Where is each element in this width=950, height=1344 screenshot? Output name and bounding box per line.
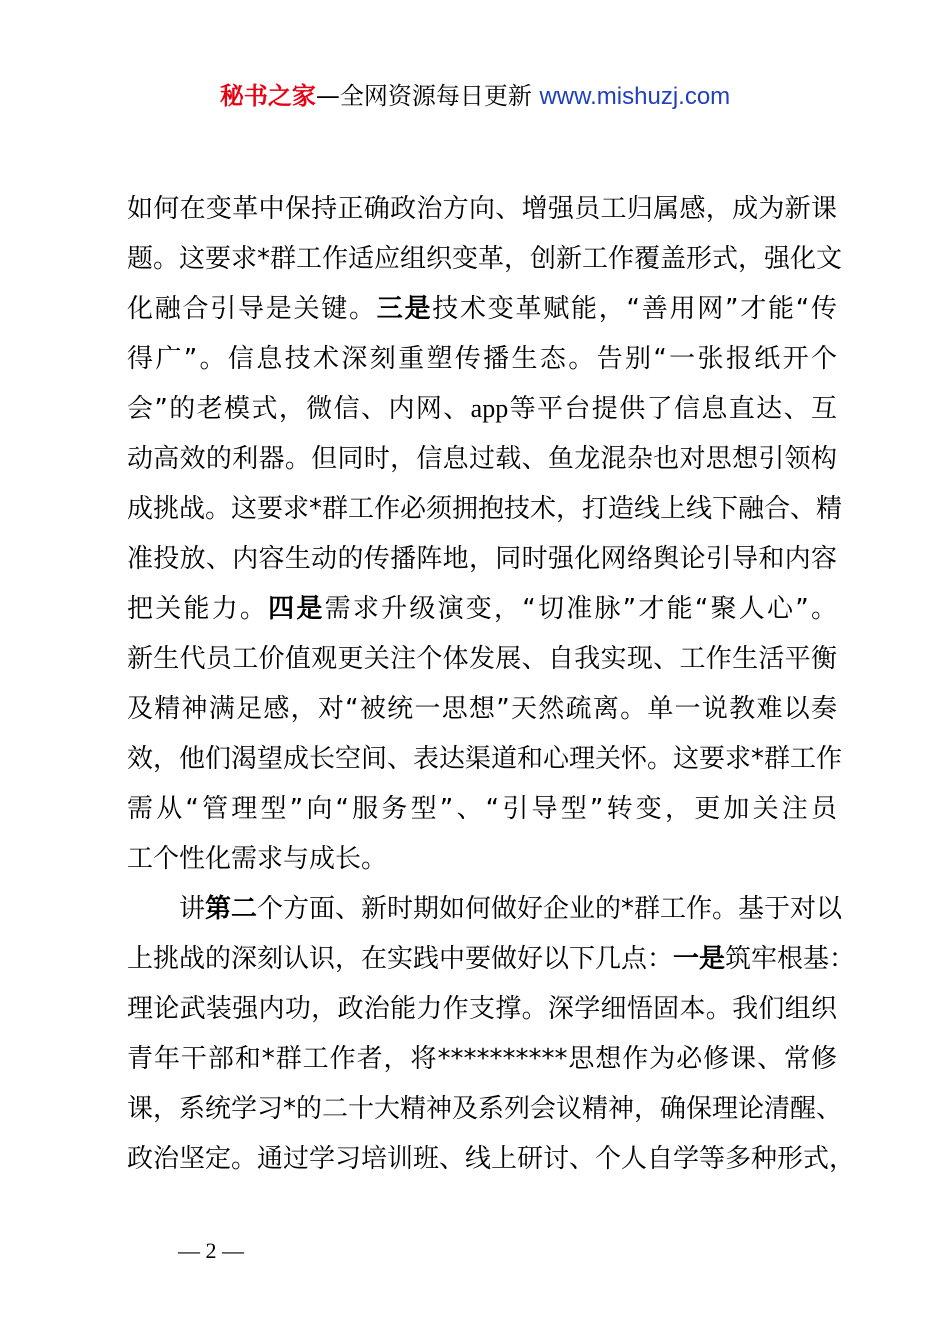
brand-name: 秘书之家 — [219, 82, 316, 110]
text-line: 政治坚定。通过学习培训班、线上研讨、个人自学等多种形式， — [127, 1144, 856, 1174]
site-url-link[interactable]: www.mishuzj.com — [539, 83, 731, 110]
text-line: 效，他们渴望成长空间、表达渠道和心理关怀。这要求*群工作 — [127, 744, 843, 774]
text-line: 新生代员工价值观更关注个体发展、自我实现、工作生活平衡 — [127, 644, 837, 674]
text-run: 把关能力。 — [127, 594, 269, 624]
paragraph-1 — [127, 184, 843, 884]
text-line: 如何在变革中保持正确政治方向、增强员工归属感，成为新课 — [127, 194, 837, 224]
text-run-latin: app — [470, 394, 509, 423]
text-line — [127, 384, 837, 434]
text-run: 技术变革赋能，“善用网”才能“传 — [432, 294, 837, 324]
bold-keyword: 四是 — [268, 594, 325, 624]
text-line: 课，系统学习*的二十大精神及系列会议精神，确保理论清醒、 — [127, 1094, 843, 1124]
bold-keyword: 第二 — [205, 894, 258, 924]
text-line — [127, 884, 843, 934]
text-line: 需从“管理型”向“服务型”、“引导型”转变，更加关注员 — [127, 794, 837, 824]
bold-keyword: 三是 — [376, 294, 433, 324]
page-number: — 2 — — [178, 1238, 244, 1263]
text-line — [127, 284, 837, 334]
text-line: 成挑战。这要求*群工作必须拥抱技术，打造线上线下融合、精 — [127, 494, 843, 524]
text-line: 及精神满足感，对“被统一思想”天然疏离。单一说教难以奏 — [127, 694, 837, 724]
text-run: 个方面、新时期如何做好企业的*群工作。基于对以 — [257, 894, 843, 924]
site-header — [0, 80, 950, 113]
text-line: 工个性化需求与成长。 — [127, 844, 388, 874]
text-line: 青年干部和*群工作者，将**********思想作为必修课、常修 — [127, 1044, 837, 1074]
text-line: 得广”。信息技术深刻重塑传播生态。告别“一张报纸开个 — [127, 344, 837, 374]
text-run: 化融合引导是关键。 — [127, 294, 377, 324]
text-run: 会”的老模式，微信、内网、 — [127, 394, 471, 424]
text-run: 筑牢根基： — [725, 944, 856, 974]
paragraph-2 — [127, 884, 856, 1184]
text-run: 上挑战的深刻认识，在实践中要做好以下几点： — [127, 944, 674, 974]
text-run: 等平台提供了信息直达、互 — [508, 394, 837, 424]
text-line: 准投放、内容生动的传播阵地，同时强化网络舆论引导和内容 — [127, 544, 837, 574]
text-line: 题。这要求*群工作适应组织变革，创新工作覆盖形式，强化文 — [127, 244, 843, 274]
bold-keyword: 一是 — [673, 944, 726, 974]
text-line — [127, 584, 837, 634]
text-line: 理论武装强内功，政治能力作支撑。深学细悟固本。我们组织 — [127, 994, 837, 1024]
text-line: 动高效的利器。但同时，信息过载、鱼龙混杂也对思想引领构 — [127, 444, 837, 474]
header-tagline: —全网资源每日更新 — [315, 82, 532, 110]
text-run: 讲 — [179, 894, 206, 924]
text-line — [127, 934, 856, 984]
text-run: 需求升级演变，“切准脉”才能“聚人心”。 — [324, 594, 837, 624]
document-body — [127, 184, 856, 1184]
